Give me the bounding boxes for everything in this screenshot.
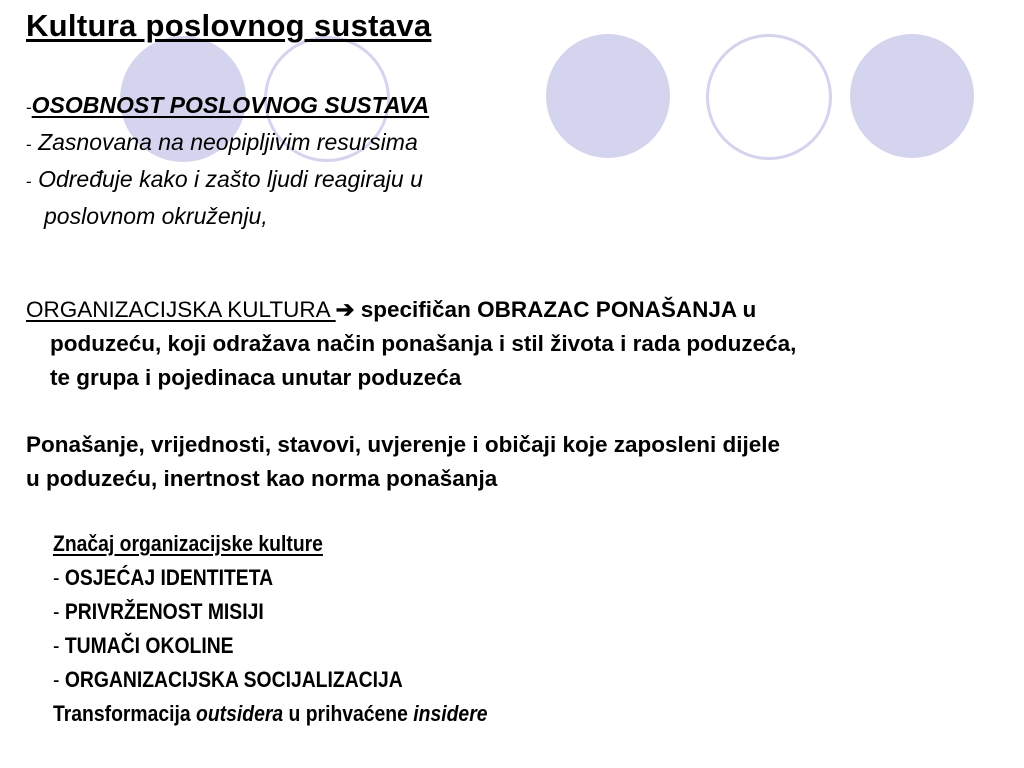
bullet-dash: - [53,565,65,590]
importance-item [53,561,487,595]
importance-item [53,595,487,629]
org-culture-line1: specifičan OBRAZAC PONAŠANJA u [354,297,757,322]
bullet-dash: - [53,667,65,692]
org-culture-line2: poduzeću, koji odražava način ponašanja i stil života i rada poduzeća, [50,331,797,356]
personality-item-text: Određuje kako i zašto ljudi reagiraju u [38,166,423,192]
org-culture-line3: te grupa i pojedinaca unutar poduzeća [50,365,462,390]
decorative-outline-circle [706,34,832,160]
bullet-dash: - [26,172,32,191]
personality-item [26,125,429,162]
personality-block [26,88,429,234]
transformation-middle: u prihvaćene [283,701,414,726]
org-culture-definition [26,293,1006,395]
personality-heading-line [26,88,429,125]
bullet-dash: - [53,633,65,658]
transformation-insiders: insidere [413,701,488,726]
importance-item [53,629,487,663]
decorative-filled-circle [850,34,974,158]
bullet-dash: - [26,135,32,154]
behaviour-line2: u poduzeću, inertnost kao norma ponašanja [26,466,498,491]
slide-title: Kultura poslovnog sustava [26,8,432,43]
behaviour-line1: Ponašanje, vrijednosti, stavovi, uvjerenje i običaji koje zaposleni dijele [26,432,781,457]
importance-heading: Značaj organizacijske kulture [53,531,323,556]
bullet-dash: - [53,599,65,624]
behaviour-paragraph [26,428,1016,496]
importance-item-text: OSJEĆAJ IDENTITETA [64,565,274,590]
decorative-filled-circle [546,34,670,158]
importance-list [53,527,487,731]
importance-item [53,663,487,697]
bullet-dash: - [26,98,32,117]
personality-item [26,162,429,199]
personality-item-text: Zasnovana na neopipljivim resursima [38,129,418,155]
transformation-outsiders: outsidera [196,701,284,726]
personality-item-continuation: poslovnom okruženju, [44,203,268,229]
org-culture-term: ORGANIZACIJSKA KULTURA [26,297,336,322]
importance-item-text: ORGANIZACIJSKA SOCIJALIZACIJA [64,667,403,692]
transformation-prefix: Transformacija [53,701,197,726]
right-arrow-icon: ➔ [335,297,355,322]
personality-heading: OSOBNOST POSLOVNOG SUSTAVA [31,92,430,118]
importance-item-text: TUMAČI OKOLINE [64,633,234,658]
importance-item-text: PRIVRŽENOST MISIJI [64,599,264,624]
transformation-line [53,697,487,731]
